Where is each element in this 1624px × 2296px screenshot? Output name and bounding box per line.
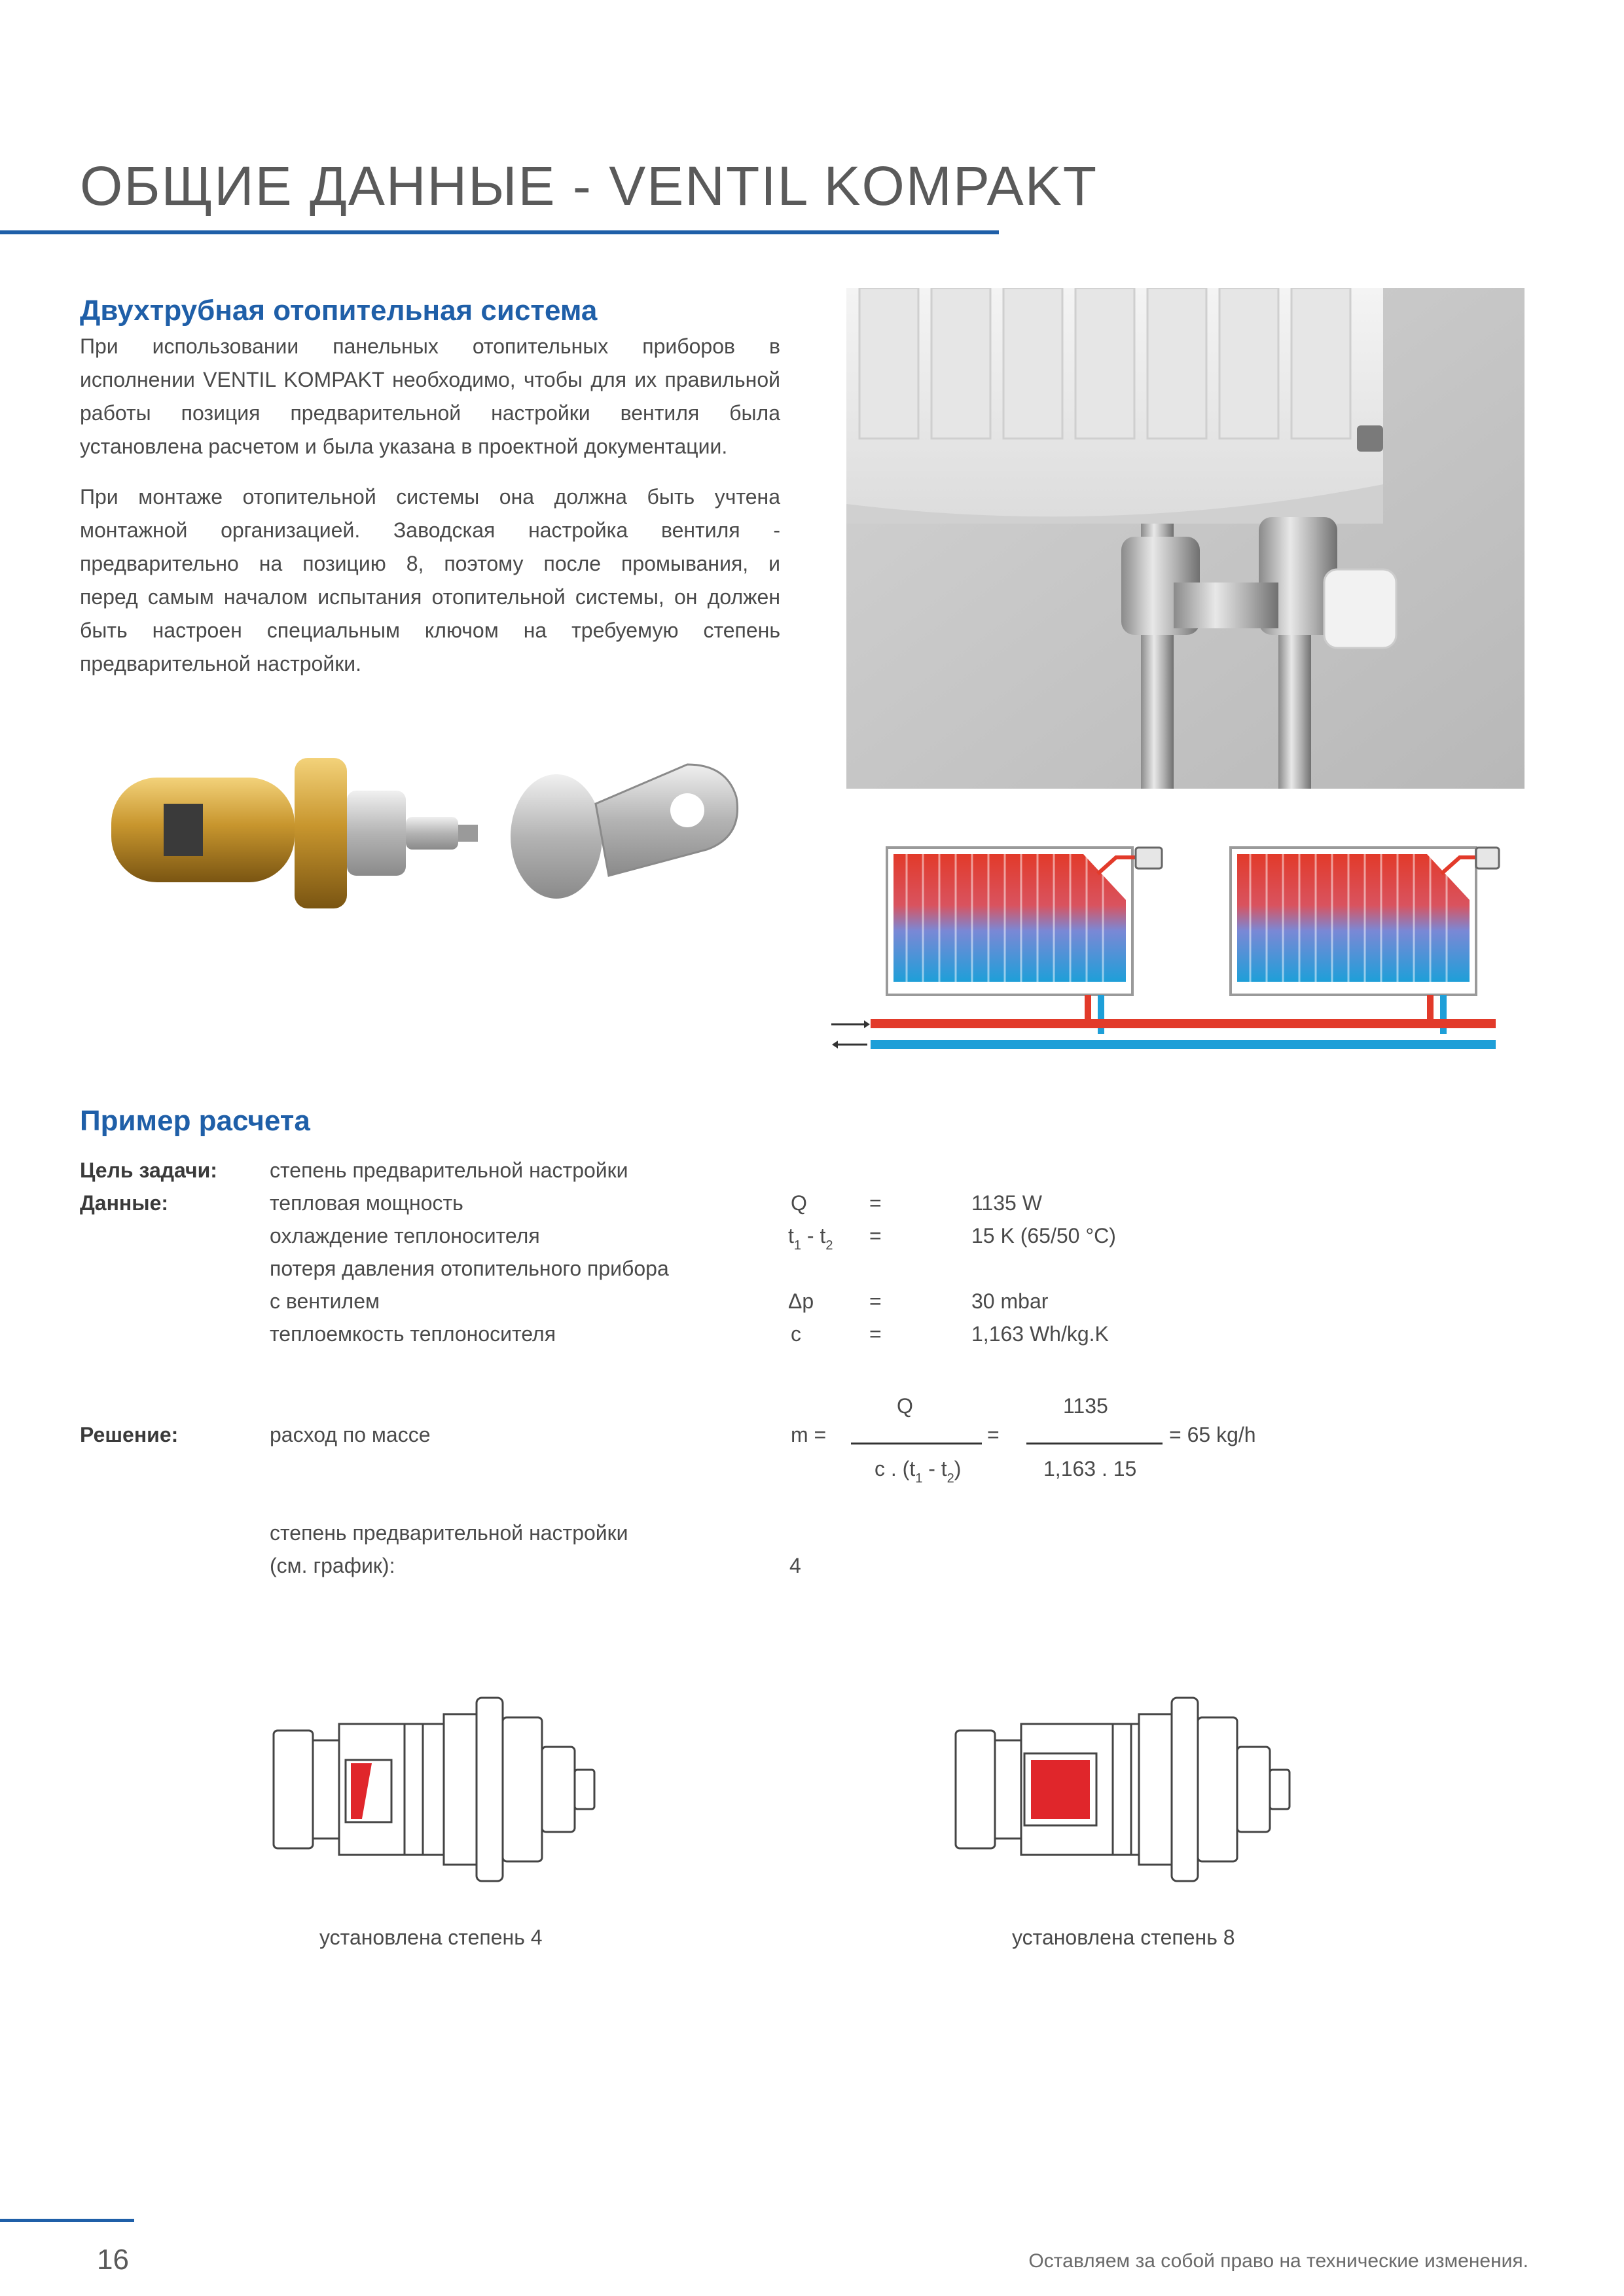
formula-numerator-value: 1135 (1063, 1394, 1108, 1418)
preset-value: 4 (789, 1554, 801, 1577)
data-row-text: тепловая мощность (270, 1191, 463, 1215)
data-row-equals: = (869, 1191, 882, 1215)
supply-pipe (871, 1019, 1496, 1028)
paragraph-line: перед самым началом испытания отопительной системы, он должен (80, 585, 780, 609)
footer-note: Оставляем за собой право на технические изменения. (1028, 2250, 1528, 2272)
data-row-equals: = (869, 1224, 882, 1247)
caption-setting-8: установлена степень 8 (1012, 1926, 1235, 1949)
paragraph-line: исполнении VENTIL KOMPAKT необходимо, чтобы для их правильной (80, 368, 780, 391)
section-heading-two-pipe: Двухтрубная отопительная система (80, 295, 598, 327)
fraction-bar (1026, 1443, 1163, 1444)
data-row-equals: = (869, 1322, 882, 1346)
data-row-value: 1135 W (971, 1191, 1042, 1215)
task-label: Цель задачи: (80, 1158, 217, 1182)
preset-line-2: (см. график): (270, 1554, 395, 1577)
formula-numerator-q: Q (897, 1394, 913, 1418)
data-row-text: с вентилем (270, 1289, 380, 1313)
data-row-symbol: c (791, 1322, 801, 1346)
data-label: Данные: (80, 1191, 169, 1215)
setting-indicator-8 (1031, 1760, 1090, 1819)
valve-drawing-setting-8 (949, 1685, 1348, 1894)
paragraph-line: работы позиция предварительной настройки вентиля была (80, 401, 780, 425)
two-pipe-system-diagram (828, 841, 1502, 1067)
data-row-value: 30 mbar (971, 1289, 1049, 1313)
page-number: 16 (97, 2244, 129, 2276)
caption-setting-4: установлена степень 4 (319, 1926, 543, 1949)
paragraph-line: монтажной организацией. Заводская настройка вентиля - (80, 518, 780, 542)
paragraph-line: установлена расчетом и была указана в проектной документации. (80, 435, 728, 458)
fraction-bar (851, 1443, 982, 1444)
formula-denominator-value: 1,163 . 15 (1043, 1457, 1137, 1480)
page-title: ОБЩИЕ ДАННЫЕ - VENTIL KOMPAKT (80, 155, 1098, 217)
radiator-right (1231, 848, 1499, 1034)
return-pipe (871, 1040, 1496, 1049)
paragraph-line: При монтаже отопительной системы она должна быть учтена (80, 485, 780, 509)
data-row-value: 1,163 Wh/kg.K (971, 1322, 1109, 1346)
footer-rule (0, 2219, 134, 2222)
data-row-symbol: Q (791, 1191, 807, 1215)
paragraph-2 (80, 480, 780, 681)
data-row-text: теплоемкость теплоносителя (270, 1322, 556, 1346)
paragraph-line: При использовании панельных отопительных приборов в (80, 334, 780, 358)
paragraph-line: предварительной настройки. (80, 652, 361, 675)
preset-line-1: степень предварительной настройки (270, 1521, 628, 1545)
formula-m: m = (791, 1423, 827, 1446)
data-row-equals: = (869, 1289, 882, 1313)
valve-drawing-setting-4 (267, 1685, 666, 1894)
solution-text: расход по массе (270, 1423, 431, 1446)
solution-label: Решение: (80, 1423, 179, 1446)
task-text: степень предварительной настройки (270, 1158, 628, 1182)
data-row-symbol: $t_1 - t_2$ (788, 1224, 833, 1253)
valve-insert-and-key-photo (98, 725, 746, 941)
data-row-value: 15 K (65/50 °C) (971, 1224, 1116, 1247)
paragraph-1 (80, 330, 780, 463)
data-row-text: потеря давления отопительного прибора (270, 1257, 669, 1280)
formula-denominator: c . $(t_1 - t_2)$ (875, 1457, 962, 1486)
data-row-symbol: Δp (788, 1289, 814, 1313)
data-row-text: охлаждение теплоносителя (270, 1224, 540, 1247)
formula-result: = 65 kg/h (1169, 1423, 1256, 1446)
paragraph-line: предварительно на позицию 8, поэтому после промывания, и (80, 552, 780, 575)
radiator-valve-photo (846, 288, 1525, 789)
formula-equals: = (987, 1423, 1000, 1446)
radiator-left (887, 848, 1162, 1034)
section-heading-example: Пример расчета (80, 1105, 310, 1137)
paragraph-line: быть настроен специальным ключом на требуемую степень (80, 619, 780, 642)
title-underline (0, 230, 999, 234)
